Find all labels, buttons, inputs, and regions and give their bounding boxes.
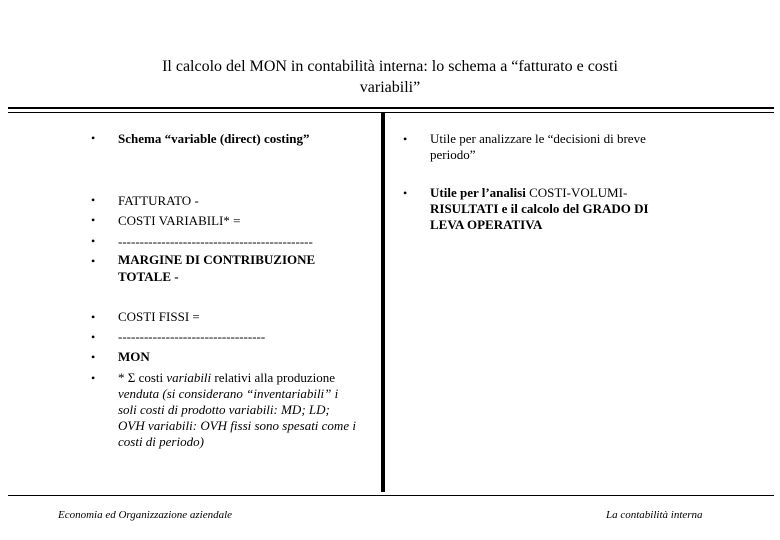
margine-line-1: MARGINE DI CONTRIBUZIONE	[118, 252, 316, 267]
dashes-separator-2: ----------------------------------	[118, 329, 266, 344]
bullet-icon: •	[91, 254, 96, 268]
title-line-2: variabili”	[359, 79, 421, 96]
footer-left: Economia ed Organizzazione aziendale	[58, 509, 233, 521]
footnote-line-4: OVH variabili: OVH fissi sono spesati come i	[118, 418, 356, 433]
schema-heading: Schema “variable (direct) costing”	[118, 131, 310, 146]
costi-variabili-line: COSTI VARIABILI* =	[118, 213, 241, 228]
footer-right: La contabilità interna	[606, 509, 703, 521]
bullet-icon: •	[403, 132, 408, 146]
footnote-line-5: costi di periodo)	[118, 434, 204, 449]
costi-fissi-line: COSTI FISSI =	[118, 309, 200, 324]
bullet-icon: •	[91, 350, 96, 364]
bullet-icon: •	[403, 186, 408, 200]
bullet-icon: •	[91, 213, 96, 227]
bullet-icon: •	[91, 310, 96, 324]
top-rule-thin	[8, 112, 774, 113]
right-item-2: Utile per l’analisi COSTI-VOLUMI- RISULTATI e il calcolo del GRADO DI LEVA OPERATIVA	[430, 185, 649, 232]
column-divider	[381, 113, 385, 492]
footnote-line-2: venduta (si considerano “inventariabili” i	[118, 386, 339, 401]
bullet-icon: •	[91, 371, 96, 385]
bottom-rule	[8, 495, 774, 496]
margine-line-2: TOTALE -	[118, 269, 179, 284]
bullet-icon: •	[91, 193, 96, 207]
footnote	[118, 370, 380, 450]
bullet-icon: •	[91, 234, 96, 248]
page-title	[95, 56, 685, 98]
footnote-line-3: soli costi di prodotto variabili: MD; LD;	[118, 402, 330, 417]
bullet-icon: •	[91, 131, 96, 145]
fatturato-line: FATTURATO -	[118, 193, 199, 208]
top-rule-thick	[8, 107, 774, 109]
title-line-1: Il calcolo del MON in contabilità interna: lo schema a “fatturato e costi	[162, 58, 618, 75]
dashes-separator-1: ---------------------------------------------	[118, 234, 313, 249]
footnote-line-1: * Σ costi variabili relativi alla produzione	[118, 370, 335, 385]
bullet-icon: •	[91, 330, 96, 344]
mon-line: MON	[118, 349, 150, 364]
right-item-1: Utile per analizzare le “decisioni di breve periodo”	[430, 131, 646, 162]
